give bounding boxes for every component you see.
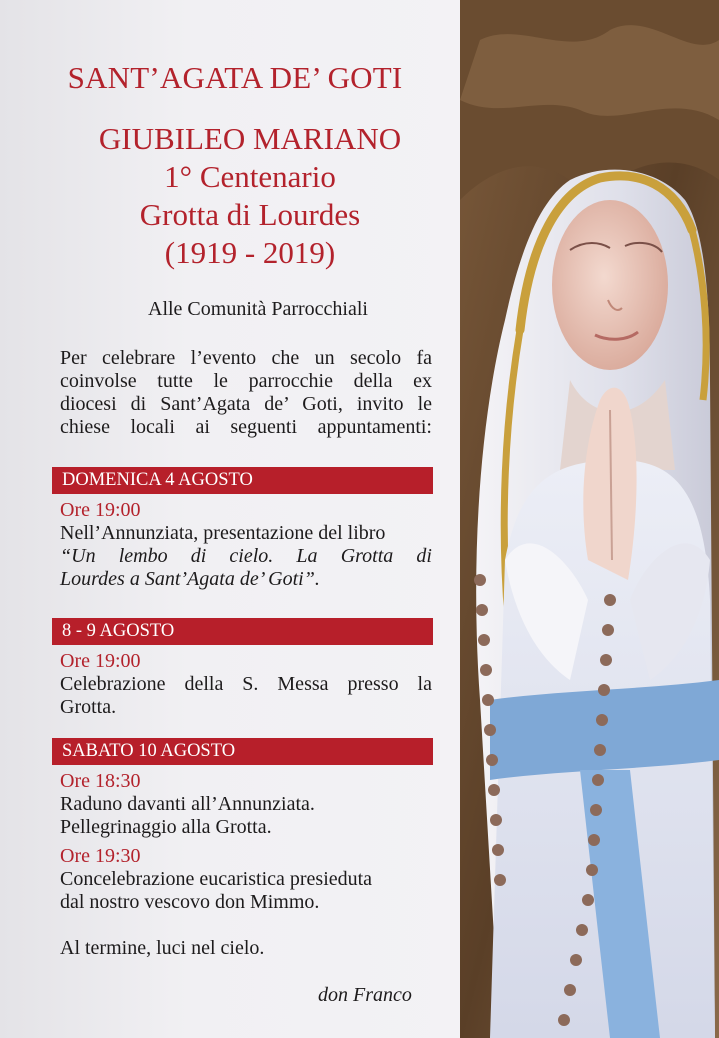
intro-line-1: Per celebrare l’evento che un secolo fa — [60, 347, 432, 369]
intro-line-4: chiese locali ai seguenti appuntamenti: — [60, 416, 432, 438]
town-title: SANT’AGATA DE’ GOTI — [67, 60, 403, 95]
event-2-time: Ore 19:00 — [60, 650, 141, 672]
title-line-2: 1° Centenario — [164, 159, 336, 194]
event-3-line-2: Pellegrinaggio alla Grotta. — [60, 816, 272, 838]
title-line-1: GIUBILEO MARIANO — [98, 121, 402, 156]
event-1-date-bar: DOMENICA 4 AGOSTO — [52, 467, 433, 494]
event-3-line-3: Concelebrazione eucaristica presieduta — [60, 868, 373, 890]
intro-line-2: coinvolse tutte le parrocchie della ex — [60, 370, 432, 392]
event-1-line-3: Lourdes a Sant’Agata de’ Goti”. — [60, 568, 320, 590]
salutation: Alle Comunità Parrocchiali — [148, 298, 368, 320]
event-2-date-bar: 8 - 9 AGOSTO — [52, 618, 433, 645]
event-1-time: Ore 19:00 — [60, 499, 141, 521]
event-2-line-1: Celebrazione della S. Messa presso la — [60, 673, 432, 695]
madonna-statue-image — [460, 0, 719, 1038]
event-3-time-2: Ore 19:30 — [60, 845, 141, 867]
event-3-time-1: Ore 18:30 — [60, 770, 141, 792]
event-1-line-2: “Un lembo di cielo. La Grotta di — [60, 545, 432, 567]
title-line-3: Grotta di Lourdes — [139, 197, 361, 232]
jubilee-title — [0, 120, 500, 272]
event-1-line-1: Nell’Annunziata, presentazione del libro — [60, 522, 386, 544]
event-2-line-2: Grotta. — [60, 696, 117, 718]
intro-line-3: diocesi di Sant’Agata de’ Goti, invito le — [60, 393, 432, 415]
intro-paragraph — [60, 347, 432, 439]
statue-illustration — [460, 0, 719, 1038]
event-3-line-4: dal nostro vescovo don Mimmo. — [60, 891, 320, 913]
title-line-4: (1919 - 2019) — [164, 235, 336, 270]
event-3-date-bar: SABATO 10 AGOSTO — [52, 738, 433, 765]
closing-line: Al termine, luci nel cielo. — [60, 937, 265, 959]
signature: don Franco — [318, 984, 412, 1006]
event-3-line-1: Raduno davanti all’Annunziata. — [60, 793, 315, 815]
